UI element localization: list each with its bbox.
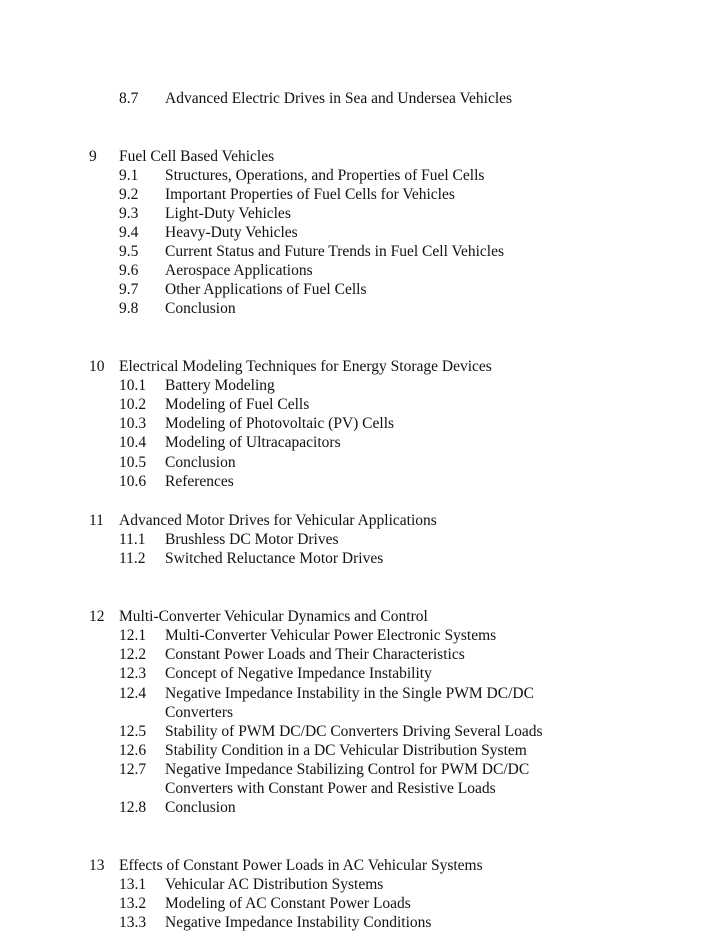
section-title: Constant Power Loads and Their Characteristics: [165, 646, 465, 663]
section-number: 8.7: [119, 90, 139, 107]
section-number: 10.6: [119, 473, 147, 490]
section-title: Stability of PWM DC/DC Converters Driving Several Loads: [165, 723, 543, 740]
chapter-number: 9: [89, 148, 97, 165]
section-number: 10.1: [119, 377, 147, 394]
section-number: 13.1: [119, 876, 147, 893]
section-title: Current Status and Future Trends in Fuel Cell Vehicles: [165, 243, 504, 260]
section-title: Advanced Electric Drives in Sea and Undersea Vehicles: [165, 90, 513, 107]
section-number: 12.1: [119, 627, 147, 644]
section-title: Battery Modeling: [165, 377, 275, 394]
section-number: 10.4: [119, 434, 147, 451]
section-title: Brushless DC Motor Drives: [165, 531, 339, 548]
section-number: 9.3: [119, 205, 139, 222]
section-title: References: [165, 473, 234, 490]
section-title: Other Applications of Fuel Cells: [165, 281, 367, 298]
section-number: 11.1: [119, 531, 146, 548]
chapter-title: Advanced Motor Drives for Vehicular Applications: [119, 512, 437, 529]
section-title: Aerospace Applications: [165, 262, 313, 279]
section-number: 10.3: [119, 415, 147, 432]
section-title: Negative Impedance Instability Conditions: [165, 914, 432, 931]
section-title: Modeling of Fuel Cells: [165, 396, 310, 413]
chapter-number: 10: [89, 358, 105, 375]
section-number: 12.6: [119, 742, 147, 759]
section-number: 9.2: [119, 186, 139, 203]
section-title: Modeling of AC Constant Power Loads: [165, 895, 411, 912]
section-number: 9.4: [119, 224, 139, 241]
section-title: Conclusion: [165, 799, 236, 816]
section-number: 12.8: [119, 799, 147, 816]
section-number: 9.5: [119, 243, 139, 260]
section-number: 9.1: [119, 167, 139, 184]
section-number: 13.3: [119, 914, 147, 931]
section-title: Multi-Converter Vehicular Power Electronic Systems: [165, 627, 497, 644]
section-number: 10.2: [119, 396, 147, 413]
chapter-number: 13: [89, 857, 105, 874]
section-number: 11.2: [119, 550, 146, 567]
section-number: 12.7: [119, 761, 147, 778]
section-title: Modeling of Photovoltaic (PV) Cells: [165, 415, 395, 432]
chapter-number: 11: [89, 512, 104, 529]
section-number: 12.5: [119, 723, 147, 740]
section-title: Conclusion: [165, 300, 236, 317]
section-title-continuation: Converters: [165, 704, 234, 721]
section-number: 12.4: [119, 685, 147, 702]
section-number: 12.2: [119, 646, 147, 663]
section-title: Conclusion: [165, 454, 236, 471]
section-title: Modeling of Ultracapacitors: [165, 434, 341, 451]
section-number: 13.2: [119, 895, 147, 912]
section-number: 9.7: [119, 281, 139, 298]
section-title: Vehicular AC Distribution Systems: [165, 876, 384, 893]
section-title-continuation: Converters with Constant Power and Resistive Loads: [165, 780, 496, 797]
section-title: Heavy-Duty Vehicles: [165, 224, 298, 241]
chapter-title: Multi-Converter Vehicular Dynamics and Control: [119, 608, 428, 625]
section-number: 10.5: [119, 454, 147, 471]
section-title: Switched Reluctance Motor Drives: [165, 550, 384, 567]
section-number: 9.8: [119, 300, 139, 317]
section-title: Concept of Negative Impedance Instability: [165, 665, 432, 682]
chapter-title: Fuel Cell Based Vehicles: [119, 148, 275, 165]
chapter-title: Electrical Modeling Techniques for Energy Storage Devices: [119, 358, 492, 375]
chapter-title: Effects of Constant Power Loads in AC Vehicular Systems: [119, 857, 483, 874]
chapter-number: 12: [89, 608, 105, 625]
section-title: Structures, Operations, and Properties of Fuel Cells: [165, 167, 485, 184]
section-title: Negative Impedance Instability in the Single PWM DC/DC: [165, 685, 534, 702]
section-number: 12.3: [119, 665, 147, 682]
section-title: Negative Impedance Stabilizing Control for PWM DC/DC: [165, 761, 530, 778]
section-title: Light-Duty Vehicles: [165, 205, 291, 222]
section-number: 9.6: [119, 262, 139, 279]
section-title: Important Properties of Fuel Cells for Vehicles: [165, 186, 455, 203]
section-title: Stability Condition in a DC Vehicular Distribution System: [165, 742, 527, 759]
